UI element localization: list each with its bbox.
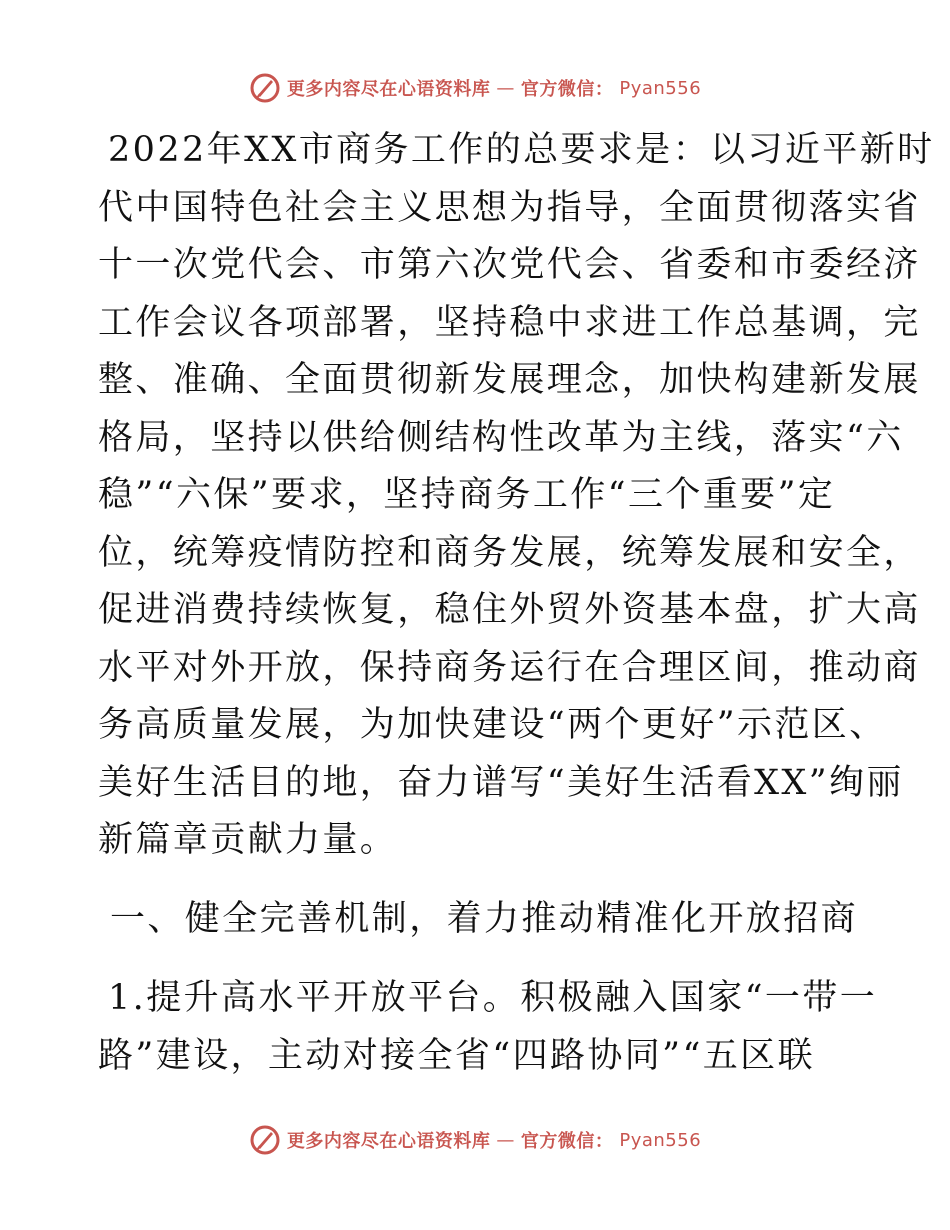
watermark-text: 更多内容尽在心语资料库	[286, 79, 491, 100]
section-paragraph	[98, 970, 878, 1085]
text-line: 十一次党代会、市第六次党代会、省委和市委经济	[98, 245, 921, 285]
watermark-separator: —	[496, 77, 515, 99]
text-line: 水平对外开放，保持商务运行在合理区间，推动商	[98, 647, 921, 688]
text-line: 促进消费持续恢复，稳住外贸外资基本盘，扩大高	[98, 590, 921, 630]
text-line: 路”建设，主动对接全省“四路协同”“五区联	[98, 1035, 815, 1076]
text-line: 稳”“六保”要求，坚持商务工作“三个重要”定	[98, 475, 836, 515]
text-line: 位，统筹疫情防控和商务发展，统筹发展和安全，	[98, 532, 921, 573]
watermark-account: Pyan556	[619, 77, 702, 99]
intro-paragraph	[98, 122, 935, 870]
feather-pen-circle-icon	[249, 1124, 281, 1156]
section-heading: 一、健全完善机制，着力推动精准化开放招商	[110, 899, 859, 939]
watermark-text: 更多内容尽在心语资料库	[286, 1131, 491, 1152]
text-line: 1.提升高水平开放平台。积极融入国家“一带一	[108, 978, 878, 1018]
text-line: 务高质量发展，为加快建设“两个更好”示范区、	[98, 705, 887, 745]
text-line: 美好生活目的地，奋力谱写“美好生活看XX”绚丽	[98, 762, 904, 803]
watermark-account: Pyan556	[619, 1129, 702, 1151]
text-line: 新篇章贡献力量。	[98, 820, 398, 860]
watermark-label: 官方微信：	[520, 79, 614, 100]
watermark-label: 官方微信：	[520, 1131, 614, 1152]
feather-pen-circle-icon	[249, 72, 281, 104]
watermark-separator: —	[496, 1129, 515, 1151]
text-line: 格局，坚持以供给侧结构性改革为主线，落实“六	[98, 417, 904, 458]
watermark-bottom	[0, 1124, 950, 1156]
watermark-top	[0, 72, 950, 104]
text-line: 2022年XX市商务工作的总要求是：以习近平新时	[108, 130, 935, 170]
text-line: 代中国特色社会主义思想为指导，全面贯彻落实省	[98, 187, 921, 228]
text-line: 工作会议各项部署，坚持稳中求进工作总基调，完	[98, 302, 921, 343]
text-line: 整、准确、全面贯彻新发展理念，加快构建新发展	[98, 360, 921, 400]
